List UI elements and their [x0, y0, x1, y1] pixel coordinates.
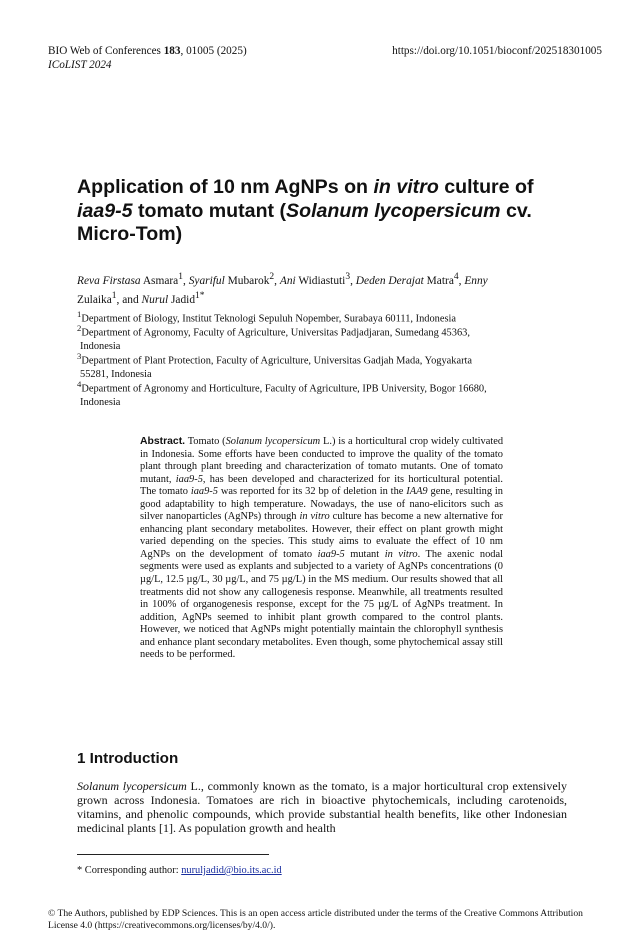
section-heading: 1 Introduction: [77, 750, 179, 767]
journal-article: , 01005 (2025): [180, 45, 247, 57]
author: Syariful Mubarok$^2$: [188, 272, 275, 287]
author: Nurul Jadid$^{1*}$: [141, 291, 205, 307]
doi-link[interactable]: https://doi.org/10.1051/bioconf/202518301005: [392, 45, 602, 57]
author: Enny Zulaika$^1$: [77, 274, 488, 307]
abstract-label: Abstract.: [140, 436, 186, 447]
author-email-link[interactable]: nuruljadid@bio.its.ac.id: [181, 865, 282, 876]
journal-volume: 183: [163, 45, 181, 57]
author: Deden Derajat Matra$^4$: [355, 272, 459, 287]
author: Reva Firstasa Asmara$^1$: [77, 272, 183, 287]
author: Ani Widiastuti$^3$: [279, 272, 351, 287]
abstract: Abstract. Tomato (Solanum lycopersicum L.) is a horticultural crop widely cultivated in Indonesia. Some efforts have been conducted to improve the quality of the tomato plant through plant breeding and characterization of tomato mutants. One of tomato mutant, iaa9-5, has been developed and characterized for its horticultural potential. The tomato iaa9-5 was reported for its 32 bp of deletion in the IAA9 gene, resulting in good adaptability to high temperature. Nowadays, the use of nano-elicitors such as silver nanoparticles (AgNPs) through in vitro culture has become a new alternative for enhancing plant secondary metabolites. However, their effect on plant growth might varied depending on the species. This study aims to evaluate the effect of 10 nm AgNPs on the development of tomato iaa9-5 mutant in vitro. The axenic nodal segments were used as explants and subjected to a variety of AgNPs concentrations (0 µg/L, 12.5 µg/L, 30 µg/L, and 75 µg/L) in the MS medium. Our results showed that all treatments did not show any callogenesis response. Meanwhile, all treatments resulted in 100% of organogenesis response, except for the 75 µg/L of AgNPs treatment. In addition, AgNPs seemed to inhibit plant growth compared to the control plants. However, we noticed that AgNPs might potentially maintain the chlorophyll synthesis and enhance plant secondary metabolites. Even though, some phytochemical assay still needs to be performed.: [140, 436, 504, 661]
paper-title: Application of 10 nm AgNPs on in vitro culture of iaa9-5 tomato mutant (Solanum lycopersicum cv. Micro-Tom): [77, 176, 534, 245]
footnote-divider: [77, 854, 269, 855]
author-list: Reva Firstasa Asmara$^1$, Syariful Mubarok$^2$, Ani Widiastuti$^3$, Deden Derajat Matra$^4$, Enny Zulaika$^1$, and Nurul Jadid$^{1*}$: [77, 272, 488, 307]
affiliation: $^2$Department of Agronomy, Faculty of Agriculture, Universitas Padjadjaran, Sumedang 45363, Indonesia: [77, 323, 470, 352]
affiliation: $^1$Department of Biology, Institut Teknologi Sepuluh Nopember, Surabaya 60111, Indonesia: [77, 309, 457, 325]
conference-name: ICoLIST 2024: [48, 59, 112, 71]
journal-name: BIO Web of Conferences: [48, 45, 164, 57]
affiliation: $^4$Department of Agronomy and Horticulture, Faculty of Agriculture, IPB University, Bogor 16680, Indonesia: [77, 379, 487, 408]
corresponding-author-footnote: * Corresponding author: nuruljadid@bio.its.ac.id: [77, 865, 282, 876]
body-paragraph: Solanum lycopersicum L., commonly known as the tomato, is a major horticultural crop extensively grown across Indonesia. Tomatoes are rich in bioactive phytochemicals, including carotenoids, vitamins, and phenolic compounds, which provide substantial health benefits, like other Indonesian medicinal plants [1]. As population growth and health: [77, 779, 567, 836]
affiliation: $^3$Department of Plant Protection, Faculty of Agriculture, Universitas Gadjah Mada, Yogyakarta 55281, Indonesia: [77, 351, 473, 380]
license-notice: © The Authors, published by EDP Sciences. This is an open access article distributed under the terms of the Creative Commons Attribution License 4.0 (https://creativecommons.org/licenses/by/4.0/).: [48, 908, 583, 931]
journal-citation: [48, 45, 247, 58]
